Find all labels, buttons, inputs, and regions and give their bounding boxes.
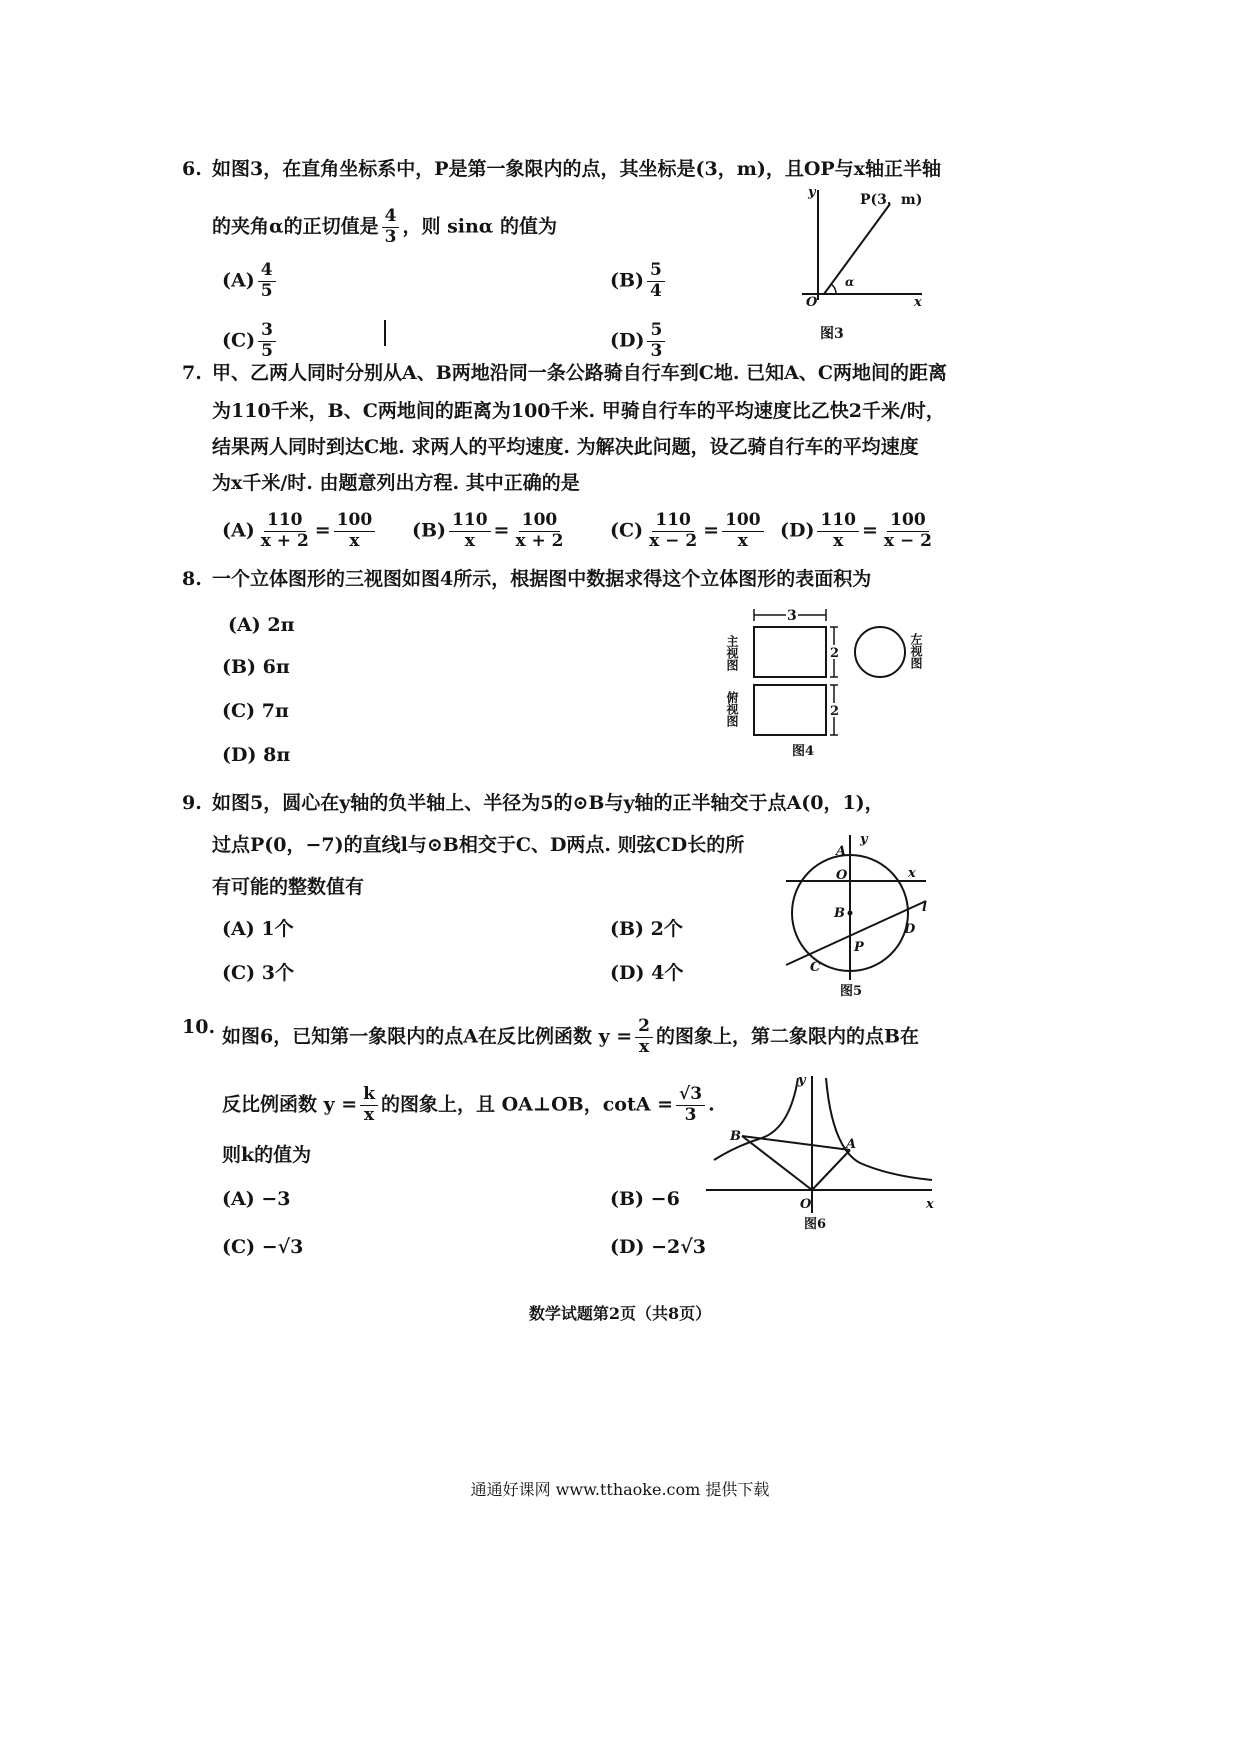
q7-option-d: (D) $\frac{110}{x}$ = $\frac{100}{x - 2}$ — [780, 512, 938, 551]
center-point — [848, 911, 853, 916]
q10-f2-den: x — [364, 1104, 375, 1125]
point-label-a: A — [836, 844, 847, 859]
option-num: 5 — [647, 322, 665, 342]
option-value: 1个 — [261, 918, 294, 940]
option-right-den: x — [349, 530, 360, 551]
option-left-den: x + 2 — [260, 530, 309, 551]
q8-option-d — [222, 746, 290, 765]
q10-line2 — [222, 1086, 715, 1125]
top-view-rect — [754, 685, 826, 735]
q6-number: 6. — [182, 158, 202, 180]
q10-f1-num: 2 — [635, 1018, 653, 1038]
q6-line1: 如图3，在直角坐标系中，P是第一象限内的点，其坐标是(3，m)，且OP与x轴正半轴 — [212, 158, 941, 180]
q6-option-b — [610, 262, 668, 301]
option-den: 4 — [650, 280, 662, 301]
option-left-den: x — [464, 530, 475, 551]
axis-label-y: y — [860, 832, 868, 847]
option-label: (B) — [610, 269, 645, 292]
option-right-den: x + 2 — [515, 530, 564, 551]
q6-line2-post: ，则 sinα 的值为 — [402, 215, 558, 238]
q10-line2-pre: 反比例函数 y = — [222, 1093, 358, 1116]
q10-f3-num: √3 — [676, 1086, 705, 1106]
option-value: −3 — [261, 1188, 291, 1210]
q8-option-b — [222, 658, 290, 677]
option-label: (C) — [610, 519, 644, 542]
option-label: (A) — [228, 614, 261, 636]
q7-option-c: (C) $\frac{110}{x - 2}$ = $\frac{100}{x}$ — [610, 512, 767, 551]
q9-number: 9. — [182, 792, 202, 814]
q10-f3-den: 3 — [684, 1104, 697, 1125]
option-label: (D) — [780, 519, 815, 542]
q7-option-b: (B) $\frac{110}{x}$ = $\frac{100}{x + 2}$ — [412, 512, 570, 551]
line-label-l: l — [922, 900, 927, 915]
option-label: (B) — [222, 656, 257, 678]
option-label: (A) — [222, 918, 255, 940]
figure-caption: 图5 — [840, 984, 863, 999]
q6-option-d — [610, 322, 668, 361]
option-value: 2个 — [650, 918, 683, 940]
q7-line2: 为110千米，B、C两地间的距离为100千米. 甲骑自行车的平均速度比乙快2千米/时， — [212, 400, 945, 422]
option-label: (D) — [222, 744, 257, 766]
option-label: (C) — [222, 1236, 256, 1258]
curve-first-quadrant — [826, 1078, 932, 1180]
option-label: (D) — [610, 329, 645, 352]
axis-label-y: y — [798, 1073, 806, 1088]
q10-option-d — [610, 1238, 706, 1257]
q10-line1-post: 的图象上，第二象限内的点B在 — [656, 1025, 920, 1048]
q6-line2-pre: 的夹角α的正切值是 — [212, 215, 379, 238]
option-num: 3 — [258, 322, 276, 342]
option-value: 6π — [262, 656, 290, 678]
q6-option-c — [222, 322, 279, 361]
option-num: 4 — [258, 262, 276, 282]
figure-3 — [790, 180, 940, 350]
q6-tan-den: 3 — [384, 226, 397, 247]
figure-caption: 图3 — [820, 326, 844, 342]
q6-option-a — [222, 262, 279, 301]
option-value: 4个 — [651, 962, 684, 984]
axis-label-x: x — [926, 1197, 934, 1212]
option-num: 5 — [647, 262, 665, 282]
q6-tan-num: 4 — [382, 208, 400, 228]
stray-mark — [384, 320, 386, 346]
q10-f1-den: x — [639, 1036, 650, 1057]
q6-tan-fraction — [382, 208, 400, 247]
q9-option-d — [610, 964, 683, 983]
figure-caption: 图4 — [792, 744, 815, 759]
option-value: −2√3 — [651, 1236, 706, 1258]
angle-label: α — [845, 275, 855, 289]
page-footer: 数学试题第2页（共8页） — [528, 1304, 712, 1323]
figure-4 — [720, 605, 940, 765]
q7-line3: 结果两人同时到达C地. 求两人的平均速度. 为解决此问题，设乙骑自行车的平均速度 — [212, 436, 919, 458]
option-label: (C) — [222, 700, 256, 722]
option-right-den: x — [737, 530, 748, 551]
option-value: 2π — [267, 614, 295, 636]
option-label: (A) — [222, 1188, 255, 1210]
option-left-den: x − 2 — [649, 530, 698, 551]
q8-option-a — [228, 616, 295, 635]
q10-line3: 则k的值为 — [222, 1144, 312, 1166]
option-left-den: x — [833, 530, 844, 551]
option-label: (D) — [610, 962, 645, 984]
front-view-label: 主视图 — [725, 635, 739, 671]
q9-line1: 如图5，圆心在y轴的负半轴上、半径为5的⊙B与y轴的正半轴交于点A(0，1)， — [212, 792, 884, 814]
option-label: (B) — [610, 1188, 645, 1210]
figure-6 — [700, 1068, 940, 1248]
q9-line3: 有可能的整数值有 — [212, 876, 365, 898]
option-label: (C) — [222, 329, 256, 352]
segment-oa — [812, 1150, 850, 1190]
front-view-rect — [754, 627, 826, 677]
option-left-num: 110 — [652, 512, 694, 532]
dimension-label-height-1: 2 — [830, 646, 840, 661]
option-value: −6 — [650, 1188, 680, 1210]
option-left-num: 110 — [449, 512, 491, 532]
q8-number: 8. — [182, 568, 202, 590]
q7-option-a: (A) $\frac{110}{x + 2}$ = $\frac{100}{x}$ — [222, 512, 378, 551]
left-view-circle — [855, 627, 905, 677]
point-label-b: B — [834, 906, 845, 921]
point-label-c: C — [810, 960, 821, 975]
axis-label-x: x — [914, 295, 922, 310]
q7-line4: 为x千米/时. 由题意列出方程. 其中正确的是 — [212, 472, 580, 494]
option-den: 5 — [261, 340, 273, 361]
option-value: 7π — [261, 700, 289, 722]
q10-number: 10. — [182, 1016, 216, 1038]
option-den: 3 — [650, 340, 663, 361]
origin-label: O — [836, 868, 848, 883]
option-label: (A) — [222, 269, 255, 292]
option-right-num: 100 — [887, 512, 929, 532]
axis-label-x: x — [908, 866, 916, 881]
q10-line1 — [222, 1018, 919, 1057]
option-right-den: x − 2 — [883, 530, 932, 551]
point-label-p: P — [854, 940, 864, 955]
q8-text: 一个立体图形的三视图如图4所示，根据图中数据求得这个立体图形的表面积为 — [212, 568, 872, 590]
point-label-p: P(3，m) — [860, 192, 923, 208]
q10-line2-mid: 的图象上，且 OA⊥OB，cotA = — [380, 1093, 674, 1116]
q10-option-a — [222, 1190, 291, 1209]
origin-label: O — [806, 295, 818, 310]
option-value: 8π — [263, 744, 291, 766]
figure-caption: 图6 — [804, 1217, 827, 1232]
left-view-label: 左视图 — [909, 633, 923, 669]
option-label: (D) — [610, 1236, 645, 1258]
option-left-num: 110 — [817, 512, 859, 532]
axis-label-y: y — [808, 185, 816, 200]
q9-option-b — [610, 920, 683, 939]
option-value: 3个 — [261, 962, 294, 984]
q8-option-c — [222, 702, 289, 721]
point-label-b: B — [730, 1129, 741, 1144]
angle-arc — [831, 284, 836, 294]
q6-line2 — [212, 208, 557, 247]
option-right-num: 100 — [519, 512, 561, 532]
option-right-num: 100 — [722, 512, 764, 532]
point-label-a: A — [846, 1137, 857, 1152]
q7-line1: 甲、乙两人同时分别从A、B两地沿同一条公路骑自行车到C地. 已知A、C两地间的距离 — [212, 362, 948, 384]
option-label: (C) — [222, 962, 256, 984]
q10-line2-post: . — [708, 1093, 715, 1116]
option-value: −√3 — [261, 1236, 304, 1258]
option-den: 5 — [260, 280, 273, 301]
q10-option-c — [222, 1238, 303, 1257]
option-right-num: 100 — [334, 512, 376, 532]
q10-f2-num: k — [360, 1086, 378, 1106]
q9-option-c — [222, 964, 294, 983]
q10-option-b — [610, 1190, 680, 1209]
dimension-label-width: 3 — [787, 608, 797, 624]
point-label-d: D — [904, 922, 916, 937]
download-watermark: 通通好课网 www.tthaoke.com 提供下载 — [470, 1480, 770, 1499]
option-label: (A) — [222, 519, 255, 542]
q9-option-a — [222, 920, 294, 939]
q7-number: 7. — [182, 362, 202, 384]
q10-line1-pre: 如图6，已知第一象限内的点A在反比例函数 y = — [222, 1025, 633, 1048]
segment-op — [824, 204, 890, 294]
origin-label: O — [800, 1197, 812, 1212]
option-label: (B) — [412, 519, 447, 542]
dimension-label-height-2: 2 — [830, 704, 840, 719]
figure-5 — [780, 825, 950, 1005]
option-label: (B) — [610, 918, 645, 940]
q9-line2: 过点P(0，−7)的直线l与⊙B相交于C、D两点. 则弦CD长的所 — [212, 834, 745, 856]
top-view-label: 俯视图 — [725, 691, 739, 727]
option-left-num: 110 — [264, 512, 306, 532]
